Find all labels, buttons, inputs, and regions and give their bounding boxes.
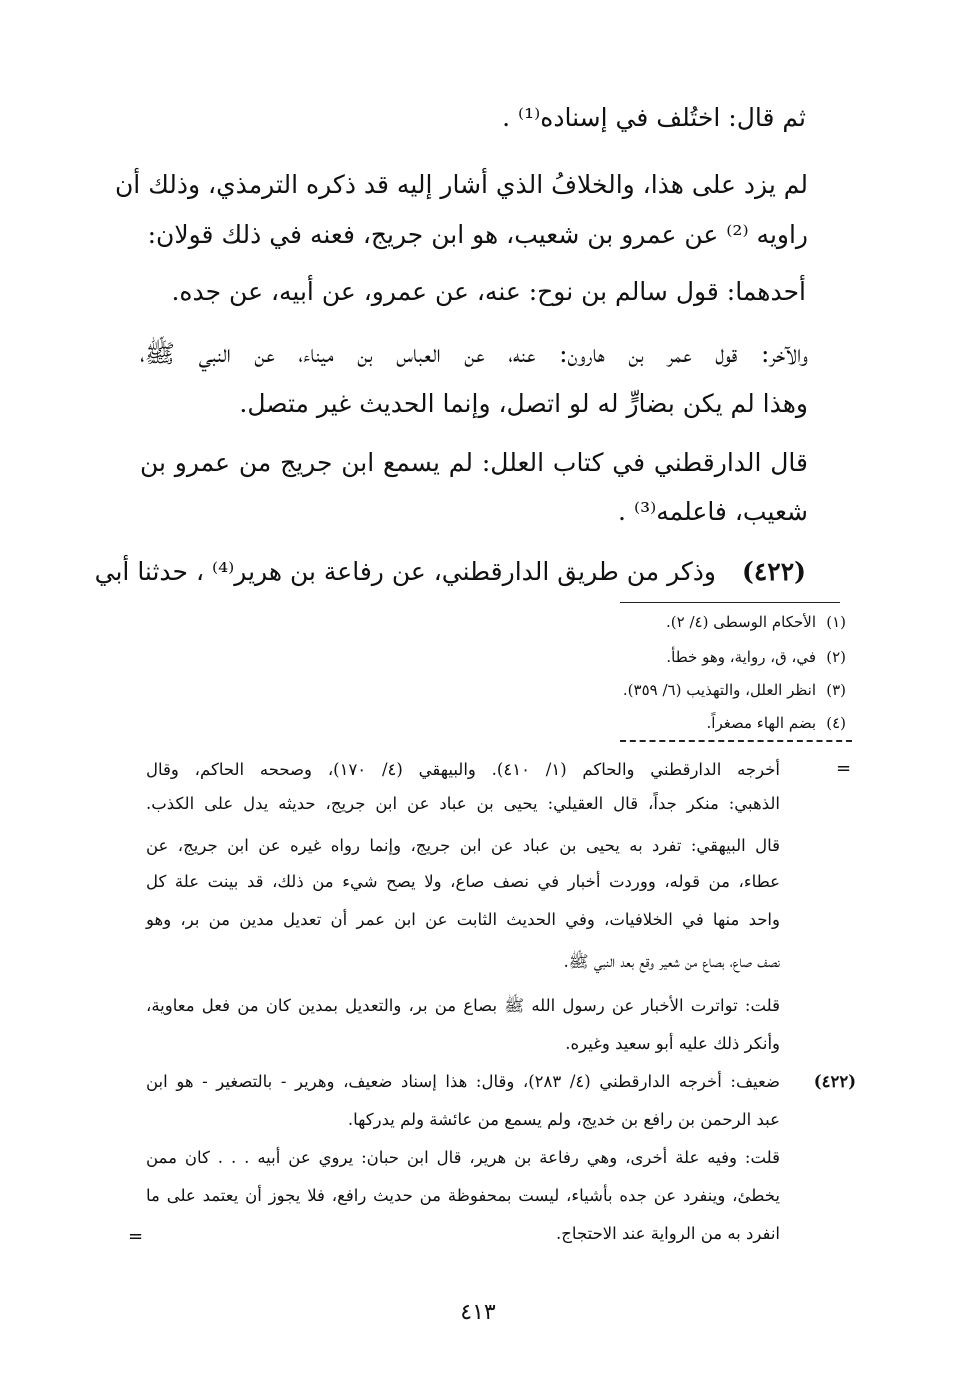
main-text-line: ثم قال: اختُلف في إسناده⁽¹⁾ . <box>502 103 806 132</box>
note-line: الذهبي: منكر جداً، قال العقيلي: يحيى بن عباد عن ابن جريج، حديثه يدل على الكذب. <box>146 794 780 813</box>
footnote-number: (٣) <box>826 681 846 699</box>
notes-separator <box>620 740 852 742</box>
footnote-number: (١) <box>826 613 846 631</box>
note-line: عبد الرحمن بن رافع بن خديج، ولم يسمع من عائشة ولم يدركها. <box>347 1110 780 1129</box>
note-line: قلت: وفيه علة أخرى، وهي رفاعة بن هرير، قال ابن حبان: يروي عن أبيه . . . كان ممن <box>146 1148 780 1167</box>
main-text-line: لم يزد على هذا، والخلافُ الذي أشار إليه قد ذكره الترمذي، وذلك أن <box>114 170 808 199</box>
note-line: ضعيف: أخرجه الدارقطني (٤/ ٢٨٣)، وقال: هذا إسناد ضعيف، وهرير - بالتصغير - هو ابن <box>146 1072 780 1091</box>
footnote-text: انظر العلل، والتهذيب (٦/ ٣٥٩). <box>622 681 816 699</box>
footnote-text: في، ق، رواية، وهو خطأ. <box>666 648 816 666</box>
main-text-line: قال الدارقطني في كتاب العلل: لم يسمع ابن جريج من عمرو بن <box>140 448 808 477</box>
footnote-text: الأحكام الوسطى (٤/ ٢). <box>666 613 816 631</box>
main-text-line: راويه ⁽²⁾ عن عمرو بن شعيب، هو ابن جريج، فعنه في ذلك قولان: <box>147 220 808 249</box>
note-line: انفرد به من الرواية عند الاحتجاج. <box>556 1224 780 1243</box>
note-line: نصف صاع، بصاع من شعير وقع بعد النبي ﷺ. <box>563 952 780 971</box>
hadith-number: (٤٢٢) <box>742 557 806 586</box>
note-line: قلت: تواترت الأخبار عن رسول الله ﷺ بصاع من بر، والتعديل بمدين كان من فعل معاوية، <box>146 996 780 1015</box>
note-line: وأنكر ذلك عليه أبو سعيد وغيره. <box>565 1034 780 1053</box>
footnote-number: (٤) <box>826 714 846 732</box>
page-number: ٤١٣ <box>460 1300 496 1325</box>
main-text-line: وذكر من طريق الدارقطني، عن رفاعة بن هرير⁽⁴⁾ ، حدثنا أبي <box>94 557 716 586</box>
footnote-separator <box>620 602 840 603</box>
footnote-number: (٢) <box>826 648 846 666</box>
note-line: يخطئ، وينفرد عن جده بأشياء، ليست بمحفوظة من حديث رافع، فلا يجوز أن يعتمد على ما <box>146 1186 780 1205</box>
main-text-line: أحدهما: قول سالم بن نوح: عنه، عن عمرو، عن أبيه، عن جده. <box>171 277 806 306</box>
note-hadith-number: (٤٢٢) <box>813 1072 856 1091</box>
main-text-line: والآخر: قول عمر بن هارون: عنه، عن العباس بن ميناء، عن النبي ﷺ، <box>140 339 808 368</box>
main-text-line: شعيب، فاعلمه⁽³⁾ . <box>618 497 808 526</box>
continuation-mark: = <box>836 758 852 779</box>
continuation-mark: = <box>128 1226 144 1247</box>
note-line: أخرجه الدارقطني والحاكم (١/ ٤١٠). والبيهقي (٤/ ١٧٠)، وصححه الحاكم، وقال <box>146 760 780 779</box>
note-line: عطاء، من قوله، ووردت أخبار في نصف صاع، ولا يصح شيء من ذلك، قد بينت علة كل <box>146 872 780 891</box>
note-line: قال البيهقي: تفرد به يحيى بن عباد عن ابن جريج، وإنما رواه غيره عن ابن جريج، عن <box>146 836 780 855</box>
footnote-text: بضم الهاء مصغراً. <box>706 714 816 732</box>
main-text-line: وهذا لم يكن بضارٍّ له لو اتصل، وإنما الحديث غير متصل. <box>239 389 808 418</box>
note-line: واحد منها في الخلافيات، وفي الحديث الثابت عن ابن عمر أن تعديل مدين من بر، وهو <box>146 910 780 929</box>
